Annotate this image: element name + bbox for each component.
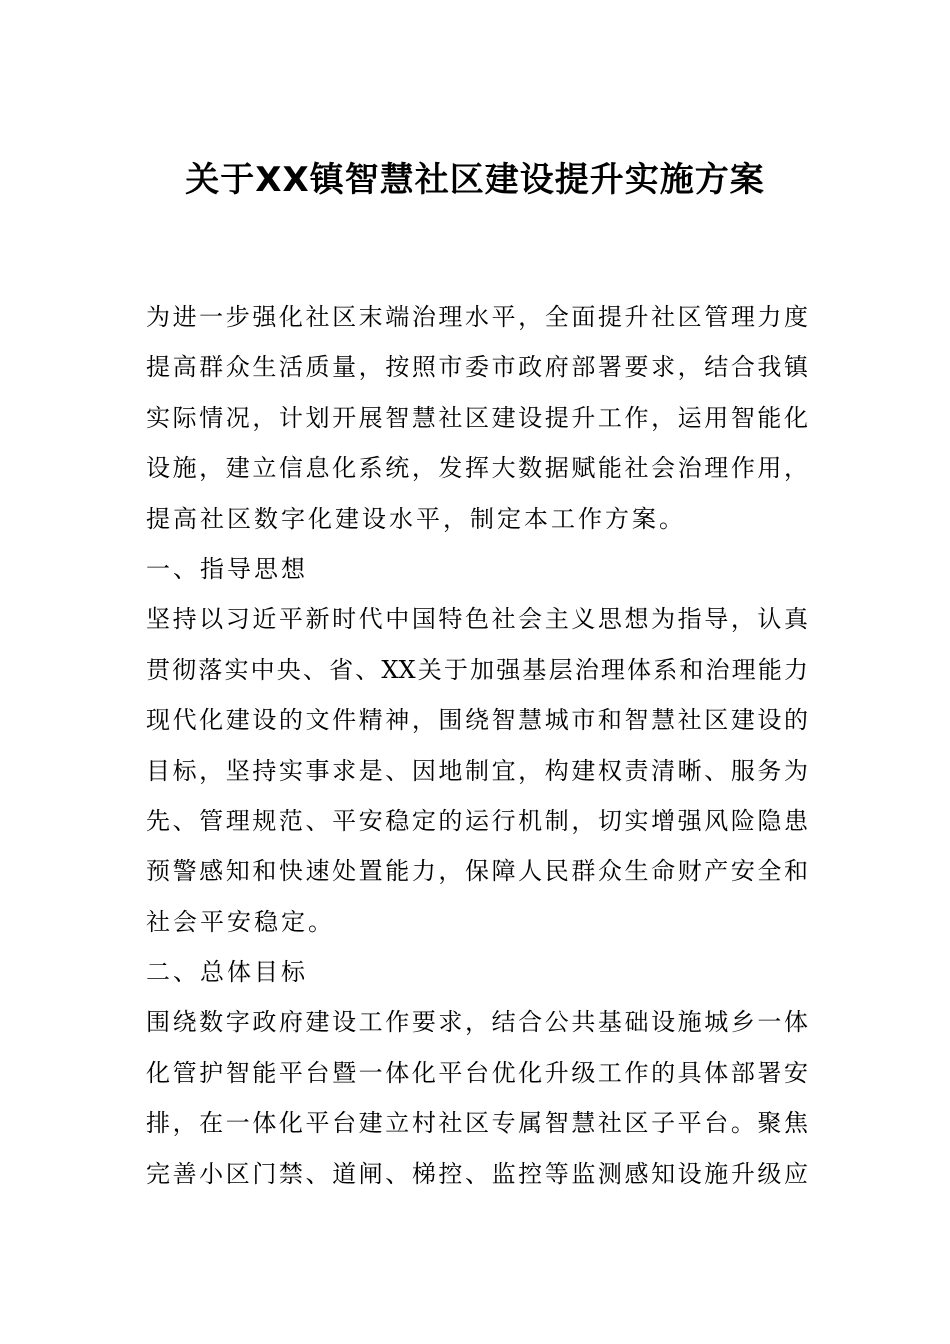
- paragraph-line: 提高群众生活质量，按照市委市政府部署要求，结合我镇: [146, 353, 808, 382]
- paragraph-line: 化管护智能平台暨一体化平台优化升级工作的具体部署安: [146, 1058, 808, 1087]
- paragraph-line: 现代化建设的文件精神，围绕智慧城市和智慧社区建设的: [146, 706, 808, 735]
- paragraph-line: 提高社区数字化建设水平，制定本工作方案。: [146, 504, 686, 533]
- paragraph-line: 先、管理规范、平安稳定的运行机制，切实增强风险隐患: [146, 806, 808, 835]
- paragraph-line: 排，在一体化平台建立村社区专属智慧社区子平台。聚焦: [146, 1109, 808, 1138]
- paragraph-line: 贯彻落实中央、省、XX关于加强基层治理体系和治理能力: [146, 655, 808, 684]
- section-heading: 二、总体目标: [146, 958, 308, 987]
- paragraph-line: 围绕数字政府建设工作要求，结合公共基础设施城乡一体: [146, 1008, 808, 1037]
- paragraph-line: 目标，坚持实事求是、因地制宜，构建权责清晰、服务为: [146, 756, 808, 785]
- paragraph-line: 完善小区门禁、道闸、梯控、监控等监测感知设施升级应: [146, 1159, 808, 1188]
- section-heading: 一、指导思想: [146, 554, 308, 583]
- paragraph-line: 预警感知和快速处置能力，保障人民群众生命财产安全和: [146, 857, 808, 886]
- document-body: [146, 292, 808, 1199]
- paragraph-line: 坚持以习近平新时代中国特色社会主义思想为指导，认真: [146, 605, 808, 634]
- paragraph-line: 社会平安稳定。: [146, 907, 335, 936]
- document-title: 关于XX镇智慧社区建设提升实施方案: [185, 160, 765, 200]
- paragraph-line: 实际情况，计划开展智慧社区建设提升工作，运用智能化: [146, 403, 808, 432]
- paragraph-line: 为进一步强化社区末端治理水平，全面提升社区管理力度: [146, 303, 808, 331]
- paragraph-line: 设施，建立信息化系统，发挥大数据赋能社会治理作用，: [146, 454, 808, 483]
